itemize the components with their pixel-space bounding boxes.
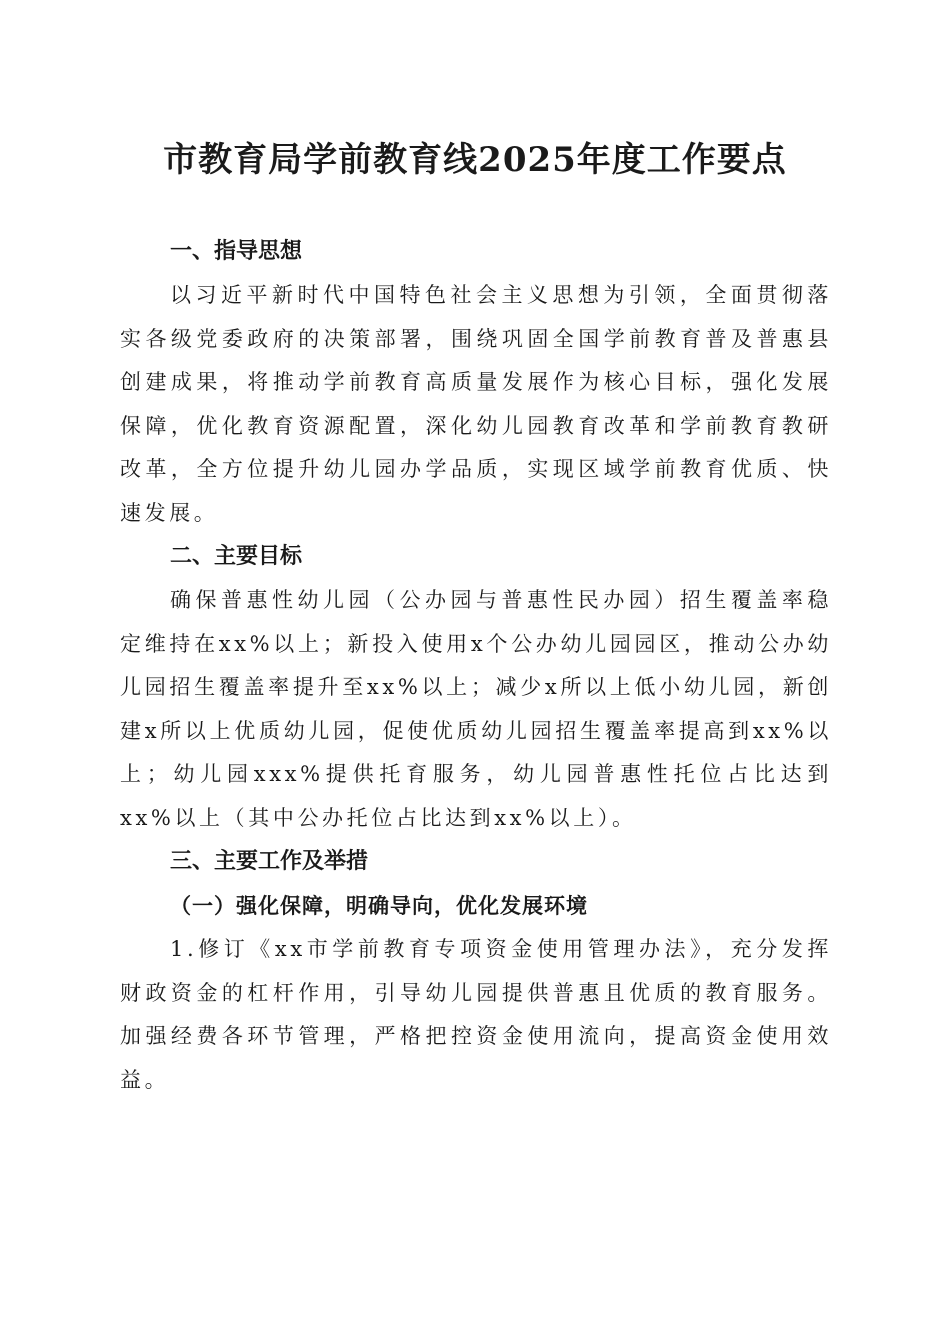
section-heading-main-work: 三、主要工作及举措 xyxy=(170,849,369,874)
document-body xyxy=(120,230,832,1102)
subsection-heading-guarantee: （一）强化保障，明确导向，优化发展环境 xyxy=(170,893,588,918)
paragraph-main-goals: 确保普惠性幼儿园（公办园与普惠性民办园）招生覆盖率稳定维持在xx%以上；新投入使用x个公办幼儿园园区，推动公办幼儿园招生覆盖率提升至xx%以上；减少x所以上低小幼儿园，新创建x所以上优质幼儿园，促使优质幼儿园招生覆盖率提高到xx%以上；幼儿园xxx%提供托育服务，幼儿园普惠性托位占比达到xx%以上（其中公办托位占比达到xx%以上）。 xyxy=(120,588,832,830)
section-heading-main-goals: 二、主要目标 xyxy=(170,544,303,569)
section-heading-guiding-ideology: 一、指导思想 xyxy=(170,239,303,264)
paragraph-guiding-ideology: 以习近平新时代中国特色社会主义思想为引领，全面贯彻落实各级党委政府的决策部署，围绕巩固全国学前教育普及普惠县创建成果，将推动学前教育高质量发展作为核心目标，强化发展保障，优化教育资源配置，深化幼儿园教育改革和学前教育教研改革，全方位提升幼儿园办学品质，实现区域学前教育优质、快速发展。 xyxy=(120,283,832,525)
document-title: 市教育局学前教育线2025年度工作要点 xyxy=(163,140,787,180)
paragraph-item-1: 1.修订《xx市学前教育专项资金使用管理办法》，充分发挥财政资金的杠杆作用，引导幼儿园提供普惠且优质的教育服务。加强经费各环节管理，严格把控资金使用流向，提高资金使用效益。 xyxy=(120,937,832,1092)
